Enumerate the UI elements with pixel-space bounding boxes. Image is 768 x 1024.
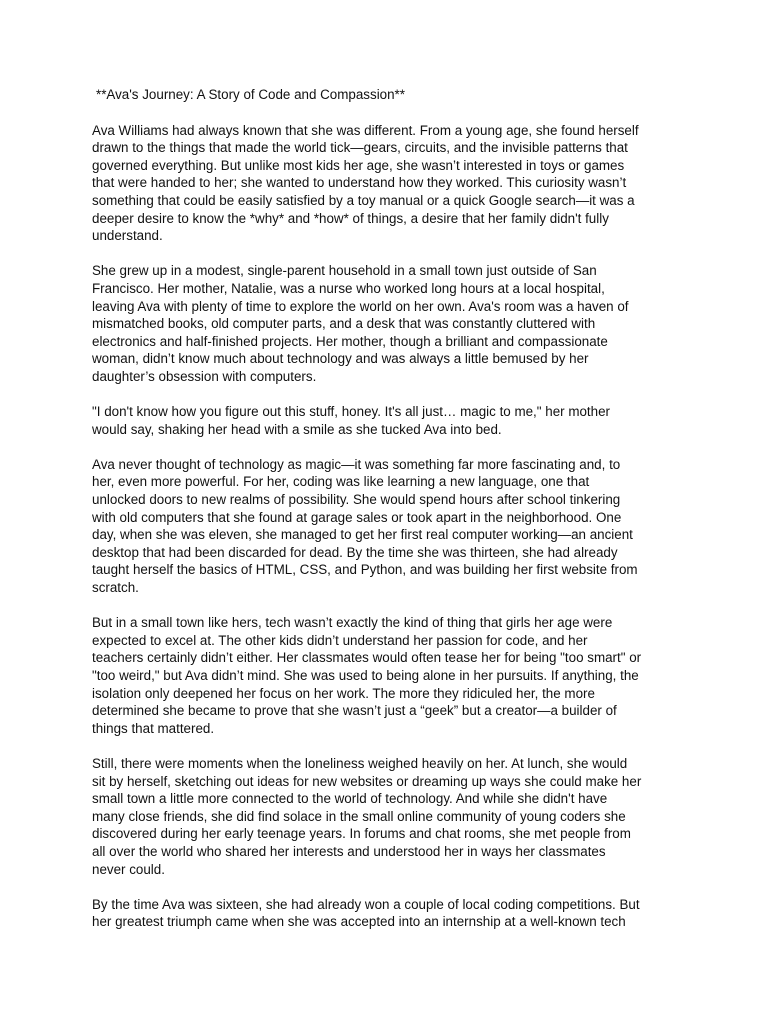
text-line: isolation only deepened her focus on her work. The more they ridiculed her, the more xyxy=(92,685,595,701)
text-line: daughter’s obsession with computers. xyxy=(92,368,317,384)
paragraph xyxy=(92,896,682,931)
paragraph xyxy=(92,456,682,597)
text-line: would say, shaking her head with a smile as she tucked Ava into bed. xyxy=(92,421,502,437)
text-line: discovered during her early teenage years. In forums and chat rooms, she met people from xyxy=(92,826,631,842)
text-line: "I don't know how you figure out this stuff, honey. It's all just… magic to me," her mother xyxy=(92,404,611,420)
text-line: sit by herself, sketching out ideas for new websites or dreaming up ways she could make her xyxy=(92,773,642,789)
text-line: Francisco. Her mother, Natalie, was a nurse who worked long hours at a local hospital, xyxy=(92,280,605,296)
text-line: taught herself the basics of HTML, CSS, and Python, and was building her first website from xyxy=(92,562,638,578)
text-line: leaving Ava with plenty of time to explore the world on her own. Ava's room was a haven of xyxy=(92,298,629,314)
paragraph xyxy=(92,755,682,878)
text-line: many close friends, she did find solace in the small online community of young coders she xyxy=(92,808,626,824)
text-line: unlocked doors to new realms of possibility. She would spend hours after school tinkering xyxy=(92,492,621,508)
text-line: all over the world who shared her interests and understood her in ways her classmates xyxy=(92,843,606,859)
text-line: desktop that had been discarded for dead. By the time she was thirteen, she had already xyxy=(92,544,618,560)
text-line: things that mattered. xyxy=(92,720,215,736)
text-line: day, when she was eleven, she managed to get her first real computer working—an ancient xyxy=(92,527,633,543)
text-line: But in a small town like hers, tech wasn’t exactly the kind of thing that girls her age were xyxy=(92,615,613,631)
paragraph xyxy=(92,403,682,438)
text-line: teachers certainly didn’t either. Her classmates would often tease her for being "too smart" or xyxy=(92,650,642,666)
document-body xyxy=(92,122,682,931)
text-line: By the time Ava was sixteen, she had already won a couple of local coding competitions. But xyxy=(92,896,640,912)
text-line: never could. xyxy=(92,861,165,877)
text-line: determined she became to prove that she wasn’t just a “geek” but a creator—a builder of xyxy=(92,703,617,719)
text-line: Still, there were moments when the loneliness weighed heavily on her. At lunch, she would xyxy=(92,755,628,771)
paragraph xyxy=(92,614,682,737)
text-line: small town a little more connected to the world of technology. And while she didn't have xyxy=(92,791,608,807)
text-line: understand. xyxy=(92,228,163,244)
text-line: with old computers that she found at garage sales or took apart in the neighborhood. One xyxy=(92,509,622,525)
text-line: woman, didn’t know much about technology and was always a little bemused by her xyxy=(92,351,589,367)
text-line: deeper desire to know the *why* and *how* of things, a desire that her family didn't fully xyxy=(92,210,609,226)
text-line: her greatest triumph came when she was accepted into an internship at a well-known tech xyxy=(92,914,626,930)
paragraph xyxy=(92,122,682,245)
text-line: mismatched books, old computer parts, and a desk that was constantly cluttered with xyxy=(92,316,596,332)
document-page xyxy=(92,86,682,949)
text-line: expected to excel at. The other kids didn’t understand her passion for code, and her xyxy=(92,632,588,648)
text-line: her, even more powerful. For her, coding was like learning a new language, one that xyxy=(92,474,590,490)
text-line: Ava Williams had always known that she was different. From a young age, she found herself xyxy=(92,122,639,138)
text-line: governed everything. But unlike most kids her age, she wasn’t interested in toys or games xyxy=(92,157,625,173)
text-line: Ava never thought of technology as magic—it was something far more fascinating and, to xyxy=(92,456,621,472)
text-line: something that could be easily satisfied by a toy manual or a quick Google search—it was a xyxy=(92,192,635,208)
text-line: that were handed to her; she wanted to understand how they worked. This curiosity wasn’t xyxy=(92,175,627,191)
text-line: scratch. xyxy=(92,580,139,596)
text-line: drawn to the things that made the world tick—gears, circuits, and the invisible patterns that xyxy=(92,140,628,156)
text-line: She grew up in a modest, single-parent household in a small town just outside of San xyxy=(92,263,597,279)
text-line: electronics and half-finished projects. Her mother, though a brilliant and compassionate xyxy=(92,333,608,349)
document-title: **Ava's Journey: A Story of Code and Compassion** xyxy=(96,87,405,102)
text-line: "too weird," but Ava didn’t mind. She was used to being alone in her pursuits. If anything, the xyxy=(92,668,639,683)
paragraph xyxy=(92,262,682,385)
